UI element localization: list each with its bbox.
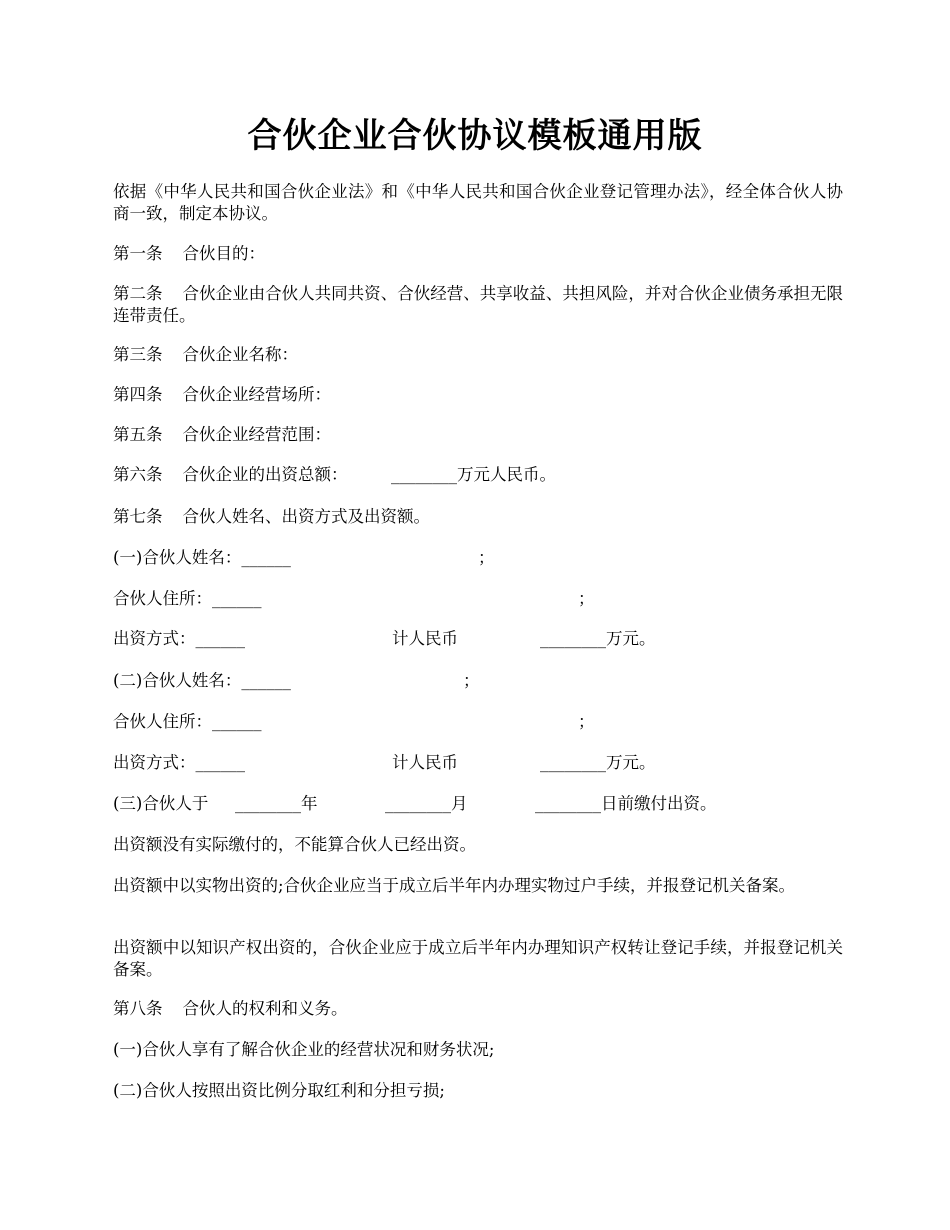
note-unpaid: 出资额没有实际缴付的，不能算合伙人已经出资。 <box>113 835 476 854</box>
article-6-blank: ________万元人民币。 <box>391 465 556 484</box>
article-5 <box>113 424 843 446</box>
article-4 <box>113 384 843 406</box>
partner-1-rmb-label: 计人民币 <box>392 629 458 648</box>
right-2: (二)合伙人按照出资比例分取红利和分担亏损; <box>113 1081 445 1100</box>
article-3-number: 第三条 <box>113 345 163 364</box>
article-4-number: 第四条 <box>113 385 163 404</box>
article-7 <box>113 506 843 528</box>
partner-2-name-line <box>113 670 843 692</box>
partner-1-name-end: ； <box>478 548 495 567</box>
partner-3-day: ________日前缴付出资。 <box>535 794 717 813</box>
partner-2-amount: ________万元。 <box>540 753 656 772</box>
partner-2-address-label: 合伙人住所：______ <box>113 712 262 731</box>
document-title: 合伙企业合伙协议模板通用版 <box>247 116 703 156</box>
article-3-text: 合伙企业名称： <box>182 345 298 364</box>
article-1 <box>113 243 843 265</box>
partner-1-address-label: 合伙人住所：______ <box>113 589 262 608</box>
partner-3-year: ________年 <box>235 794 318 813</box>
article-6-text: 合伙企业的出资总额： <box>182 465 348 484</box>
article-4-text: 合伙企业经营场所： <box>182 385 331 404</box>
partner-3-prefix: (三)合伙人于 <box>113 794 209 813</box>
partner-2-method-label: 出资方式：______ <box>113 753 245 772</box>
article-2 <box>113 283 843 327</box>
article-3 <box>113 344 843 366</box>
partner-1-address-line <box>113 588 843 610</box>
article-8-text: 合伙人的权利和义务。 <box>182 999 348 1018</box>
partner-2-name-end: ； <box>463 671 480 690</box>
right-1: (一)合伙人享有了解合伙企业的经营状况和财务状况; <box>113 1040 495 1059</box>
article-6-number: 第六条 <box>113 465 163 484</box>
note-in-kind: 出资额中以实物出资的;合伙企业应当于成立后半年内办理实物过户手续，并报登记机关备案。 <box>113 876 796 895</box>
article-2-text: 合伙企业由合伙人共同共资、合伙经营、共享收益、共担风险，并对合伙企业债务承担无限连带责任。 <box>113 284 844 325</box>
article-6 <box>113 464 843 486</box>
article-7-text: 合伙人姓名、出资方式及出资额。 <box>182 507 430 526</box>
article-8 <box>113 998 843 1020</box>
partner-3-payment-line <box>113 793 843 815</box>
partner-1-method-line <box>113 628 843 650</box>
partner-2-name-label: (二)合伙人姓名：______ <box>113 671 291 690</box>
partner-2-address-end: ； <box>578 712 595 731</box>
partner-1-amount: ________万元。 <box>540 629 656 648</box>
article-7-number: 第七条 <box>113 507 163 526</box>
partner-1-name-line <box>113 547 843 569</box>
article-1-number: 第一条 <box>113 244 163 263</box>
intro-paragraph: 依据《中华人民共和国合伙企业法》和《中华人民共和国合伙企业登记管理办法》，经全体合伙人协商一致，制定本协议。 <box>113 182 843 223</box>
partner-1-address-end: ； <box>578 589 595 608</box>
partner-2-address-line <box>113 711 843 733</box>
partner-1-method-label: 出资方式：______ <box>113 629 245 648</box>
partner-2-rmb-label: 计人民币 <box>392 753 458 772</box>
article-5-number: 第五条 <box>113 425 163 444</box>
article-1-text: 合伙目的： <box>182 244 265 263</box>
partner-1-name-label: (一)合伙人姓名：______ <box>113 548 291 567</box>
note-ip: 出资额中以知识产权出资的，合伙企业应于成立后半年内办理知识产权转让登记手续，并报登记机关备案。 <box>113 938 843 979</box>
article-2-number: 第二条 <box>113 284 163 303</box>
article-8-number: 第八条 <box>113 999 163 1018</box>
article-5-text: 合伙企业经营范围： <box>182 425 331 444</box>
partner-2-method-line <box>113 752 843 774</box>
partner-3-month: ________月 <box>385 794 468 813</box>
